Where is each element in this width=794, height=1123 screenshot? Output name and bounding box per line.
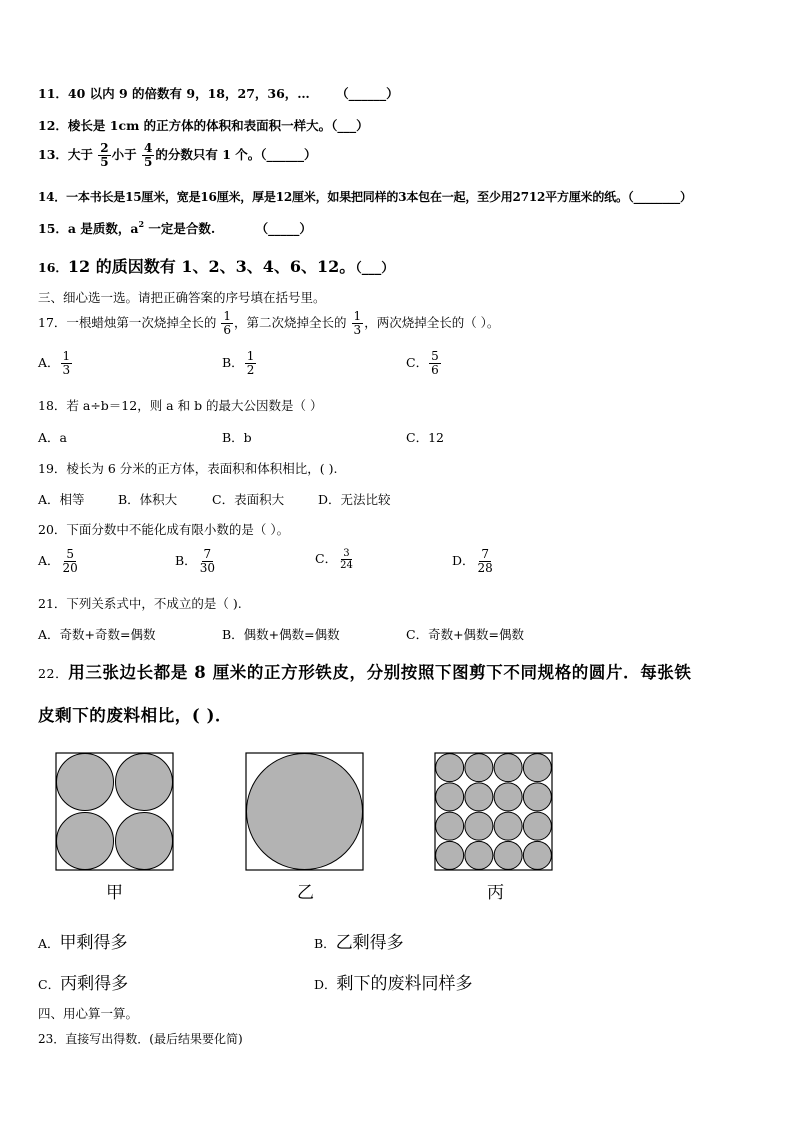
small-circle bbox=[494, 812, 522, 840]
figure-label-yi: 乙 bbox=[297, 883, 314, 903]
question-15 bbox=[38, 219, 312, 237]
small-circle bbox=[465, 783, 493, 811]
small-circle bbox=[436, 841, 464, 869]
option-label: C． bbox=[406, 355, 429, 370]
question-number: 16． bbox=[38, 260, 68, 275]
numerator: 5 bbox=[66, 547, 74, 561]
small-circle bbox=[465, 841, 493, 869]
option-d[interactable] bbox=[452, 548, 496, 575]
fraction bbox=[429, 350, 441, 377]
question-text-post: 的分数只有 1 个。 bbox=[155, 147, 261, 162]
question-23 bbox=[38, 1030, 243, 1047]
option-label: B． bbox=[175, 553, 197, 568]
question-12 bbox=[38, 116, 369, 134]
option-d[interactable] bbox=[314, 969, 473, 994]
numerator: 2 bbox=[100, 141, 109, 155]
answer-blank[interactable]: （______） bbox=[260, 147, 317, 162]
fraction bbox=[98, 142, 110, 169]
question-number: 20． bbox=[38, 522, 67, 537]
fraction bbox=[352, 310, 364, 337]
option-label: B． bbox=[314, 936, 336, 951]
option-b[interactable]: B．偶数+偶数=偶数 bbox=[222, 627, 340, 642]
question-text: 12 的质因数有 1、2、3、4、6、12。 bbox=[67, 257, 356, 276]
fraction bbox=[476, 548, 495, 575]
question-number: 18． bbox=[38, 398, 67, 413]
question-21 bbox=[38, 594, 242, 612]
option-text: 丙剩得多 bbox=[60, 974, 129, 994]
option-b[interactable] bbox=[314, 928, 404, 953]
numerator: 4 bbox=[144, 141, 153, 155]
option-a[interactable]: A．a bbox=[38, 430, 67, 445]
question-text: a 是质数，a bbox=[67, 221, 139, 236]
option-c[interactable] bbox=[406, 350, 442, 377]
figure-label-jia: 甲 bbox=[106, 883, 123, 903]
small-circle bbox=[494, 783, 522, 811]
numerator: 7 bbox=[481, 547, 489, 561]
question-text-2: 一定是合数. bbox=[144, 221, 216, 236]
denominator: 3 bbox=[353, 323, 362, 337]
question-text: 40 以内 9 的倍数有 9，18，27，36，… bbox=[67, 86, 310, 101]
question-18 bbox=[38, 396, 323, 414]
option-c[interactable] bbox=[315, 548, 356, 571]
answer-blank[interactable]: （___） bbox=[331, 118, 369, 133]
question-13 bbox=[38, 142, 317, 169]
option-label: A． bbox=[38, 355, 60, 370]
question-number: 11． bbox=[38, 86, 68, 101]
question-text-pre: 大于 bbox=[67, 147, 93, 162]
question-16 bbox=[38, 254, 394, 277]
question-number: 23． bbox=[38, 1032, 66, 1046]
option-text: 乙剩得多 bbox=[335, 933, 404, 953]
figure-bing bbox=[434, 752, 554, 872]
small-circle bbox=[436, 783, 464, 811]
denominator: 28 bbox=[477, 561, 493, 575]
question-text: 棱长为 6 分米的正方体，表面积和体积相比，( ). bbox=[66, 461, 338, 476]
question-text: 一本书长是15厘米，宽是16厘米，厚是12厘米，如果把同样的3本包在一起，至少用2712平方厘米的纸。 bbox=[66, 190, 628, 204]
option-c[interactable] bbox=[38, 969, 128, 994]
question-text: 直接写出得数．(最后结果要化简) bbox=[65, 1032, 243, 1046]
option-label: B． bbox=[222, 355, 244, 370]
question-text-mid: ，第二次烧掉全长的 bbox=[234, 315, 347, 330]
fraction bbox=[198, 548, 217, 575]
fraction bbox=[221, 310, 233, 337]
denominator: 24 bbox=[340, 560, 353, 571]
denominator: 5 bbox=[144, 155, 153, 169]
denominator: 30 bbox=[199, 561, 215, 575]
denominator: 5 bbox=[100, 155, 109, 169]
figure-yi bbox=[245, 752, 365, 872]
fraction bbox=[338, 548, 355, 571]
numerator: 5 bbox=[431, 349, 439, 363]
question-14 bbox=[38, 188, 692, 205]
figure-jia bbox=[55, 752, 175, 872]
section-heading-3: 三、细心选一选。请把正确答案的序号填在括号里。 bbox=[38, 290, 326, 305]
small-circle bbox=[436, 812, 464, 840]
small-circle bbox=[523, 754, 551, 782]
question-number: 22． bbox=[38, 666, 69, 681]
answer-blank[interactable]: （_____） bbox=[255, 221, 312, 236]
option-label: A． bbox=[38, 936, 60, 951]
question-number: 14． bbox=[38, 190, 67, 204]
section-heading-4: 四、用心算一算。 bbox=[38, 1006, 139, 1021]
numerator: 7 bbox=[203, 547, 212, 561]
question-22 bbox=[38, 659, 692, 683]
option-b[interactable]: B．体积大 bbox=[118, 492, 178, 507]
question-20 bbox=[38, 520, 289, 538]
question-number: 17． bbox=[38, 315, 67, 330]
small-circle bbox=[523, 812, 551, 840]
fraction bbox=[61, 548, 80, 575]
numerator: 1 bbox=[353, 309, 362, 323]
option-label: C． bbox=[315, 551, 338, 566]
fraction bbox=[142, 142, 154, 169]
question-text: 下面分数中不能化成有限小数的是（ ）。 bbox=[66, 522, 290, 537]
figure-label-bing: 丙 bbox=[487, 883, 504, 903]
question-number: 13． bbox=[38, 147, 68, 162]
option-label: A． bbox=[38, 553, 60, 568]
question-17 bbox=[38, 310, 499, 337]
option-c[interactable]: C．奇数+偶数=偶数 bbox=[406, 627, 525, 642]
option-c[interactable]: C．表面积大 bbox=[212, 492, 285, 507]
question-text-mid: 小于 bbox=[111, 147, 137, 162]
option-label: C． bbox=[38, 977, 61, 992]
option-a[interactable] bbox=[38, 548, 81, 575]
denominator: 6 bbox=[223, 323, 232, 337]
question-text-post: ，两次烧掉全长的（ ）。 bbox=[364, 315, 500, 330]
option-text: 剩下的废料同样多 bbox=[336, 974, 473, 994]
option-b[interactable] bbox=[175, 548, 218, 575]
question-19 bbox=[38, 459, 338, 477]
question-11 bbox=[38, 84, 399, 102]
denominator: 6 bbox=[431, 363, 439, 377]
option-text: 甲剩得多 bbox=[59, 933, 128, 953]
numerator: 1 bbox=[246, 349, 255, 363]
numerator: 1 bbox=[223, 309, 232, 323]
denominator: 3 bbox=[62, 363, 71, 377]
question-number: 15． bbox=[38, 221, 68, 236]
question-text-pre: 一根蜡烛第一次烧掉全长的 bbox=[66, 315, 217, 330]
question-text: 下列关系式中，不成立的是（ ). bbox=[66, 596, 242, 611]
option-c[interactable]: C．12 bbox=[406, 430, 444, 445]
question-text-line1: 用三张边长都是 8 厘米的正方形铁皮，分别按照下图剪下不同规格的圆片．每张铁 bbox=[68, 663, 692, 682]
option-a[interactable] bbox=[38, 350, 73, 377]
answer-blank[interactable]: （______） bbox=[336, 86, 399, 101]
question-number: 12． bbox=[38, 118, 68, 133]
option-label: D． bbox=[452, 553, 475, 568]
small-circle bbox=[436, 754, 464, 782]
small-circle bbox=[523, 841, 551, 869]
numerator: 1 bbox=[62, 349, 71, 363]
option-b[interactable] bbox=[222, 350, 257, 377]
option-d[interactable]: D．无法比较 bbox=[318, 492, 391, 507]
question-22-line2: 皮剩下的废料相比，( )． bbox=[38, 706, 233, 725]
question-text: 若 a÷b＝12，则 a 和 b 的最大公因数是（ ） bbox=[66, 398, 323, 413]
answer-blank[interactable]: （___） bbox=[355, 261, 395, 276]
fraction bbox=[61, 350, 73, 377]
question-number: 19． bbox=[38, 461, 67, 476]
small-circle bbox=[465, 754, 493, 782]
option-a[interactable] bbox=[38, 928, 128, 953]
option-a[interactable]: A．相等 bbox=[38, 492, 85, 507]
small-circle bbox=[523, 783, 551, 811]
option-b[interactable]: B．b bbox=[222, 430, 252, 445]
question-number: 21． bbox=[38, 596, 67, 611]
answer-blank[interactable]: （________） bbox=[627, 190, 692, 204]
small-circle bbox=[494, 754, 522, 782]
fraction bbox=[245, 350, 257, 377]
option-label: D． bbox=[314, 977, 337, 992]
small-circle bbox=[494, 841, 522, 869]
small-circle bbox=[465, 812, 493, 840]
denominator: 2 bbox=[246, 363, 255, 377]
question-text: 棱长是 1cm 的正方体的体积和表面积一样大。 bbox=[67, 118, 332, 133]
superscript: 2 bbox=[138, 219, 145, 229]
denominator: 20 bbox=[62, 561, 78, 575]
option-a[interactable]: A．奇数+奇数=偶数 bbox=[38, 627, 156, 642]
numerator: 3 bbox=[343, 548, 350, 559]
